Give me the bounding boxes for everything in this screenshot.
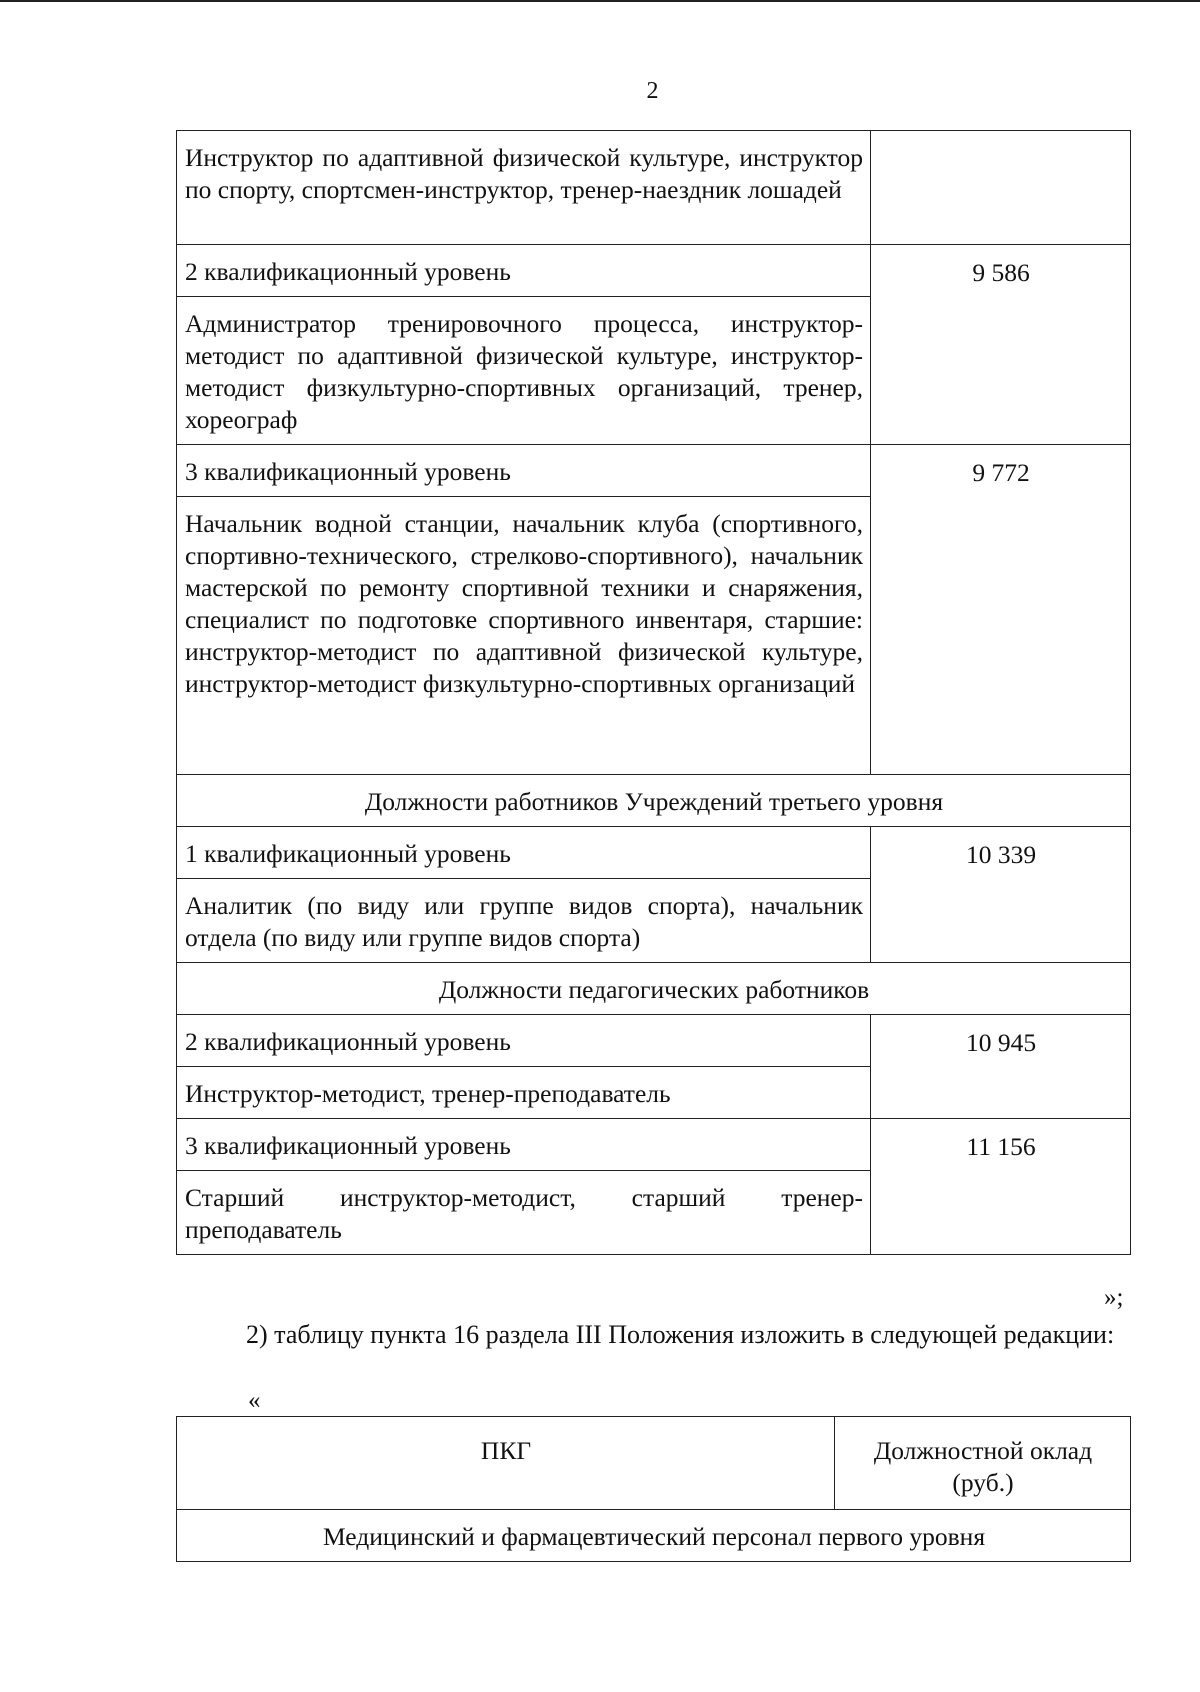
salary-value: 11 156 <box>871 1119 1131 1255</box>
qualification-level: 2 квалификационный уровень <box>177 245 871 297</box>
salary-value: 9 586 <box>871 245 1131 445</box>
table-row <box>177 445 1131 497</box>
table-row <box>177 131 1131 245</box>
position-list: Старший инструктор-методист, старший тренер-преподаватель <box>177 1171 871 1255</box>
qualification-level: 2 квалификационный уровень <box>177 1015 871 1067</box>
position-list: Инструктор по адаптивной физической культуре, инструктор по спорту, спортсмен-инструктор, тренер-наездник лошадей <box>177 131 871 245</box>
group-heading: Должности работников Учреждений третьего уровня <box>177 775 1131 827</box>
table-row <box>177 1510 1131 1562</box>
table-row <box>177 1119 1131 1171</box>
salary-value: 9 772 <box>871 445 1131 775</box>
opening-quote: « <box>248 1387 261 1414</box>
position-list: Аналитик (по виду или группе видов спорта), начальник отдела (по виду или группе видов спорта) <box>177 879 871 963</box>
table-row <box>177 1015 1131 1067</box>
salary-cell-empty <box>871 131 1131 245</box>
group-heading: Должности педагогических работников <box>177 963 1131 1015</box>
group-heading: Медицинский и фармацевтический персонал первого уровня <box>177 1510 1131 1562</box>
qualification-level: 1 квалификационный уровень <box>177 827 871 879</box>
page-number: 2 <box>646 78 659 104</box>
qualification-level: 3 квалификационный уровень <box>177 1119 871 1171</box>
salary-value: 10 945 <box>871 1015 1131 1119</box>
table-header-row <box>177 1417 1131 1510</box>
salary-value: 10 339 <box>871 827 1131 963</box>
scan-top-edge <box>0 0 1200 2</box>
table-row <box>177 775 1131 827</box>
position-list: Начальник водной станции, начальник клуба (спортивного, спортивно-технического, стрелково-спортивного), начальник мастерской по ремонту спортивной техники и снаряжения, специалист по подготовке спортивного инвентаря, старшие: инструктор-методист по адаптивной физической культуре, инструктор-методист физкультурно-спортивных организаций <box>177 497 871 775</box>
medical-salary-table <box>176 1416 1131 1562</box>
table-row <box>177 245 1131 297</box>
qualification-level: 3 квалификационный уровень <box>177 445 871 497</box>
closing-quote: »; <box>1104 1284 1124 1311</box>
column-header-pkg: ПКГ <box>177 1417 835 1510</box>
position-list: Администратор тренировочного процесса, инструктор-методист по адаптивной физической культуре, инструктор-методист физкультурно-спортивных организаций, тренер, хореограф <box>177 297 871 445</box>
column-header-salary: Должностной оклад (руб.) <box>835 1417 1131 1510</box>
amendment-paragraph: 2) таблицу пункта 16 раздела III Положения изложить в следующей редакции: <box>246 1320 1115 1349</box>
table-row <box>177 963 1131 1015</box>
salary-table <box>176 130 1131 1255</box>
position-list: Инструктор-методист, тренер-преподаватель <box>177 1067 871 1119</box>
table-row <box>177 827 1131 879</box>
